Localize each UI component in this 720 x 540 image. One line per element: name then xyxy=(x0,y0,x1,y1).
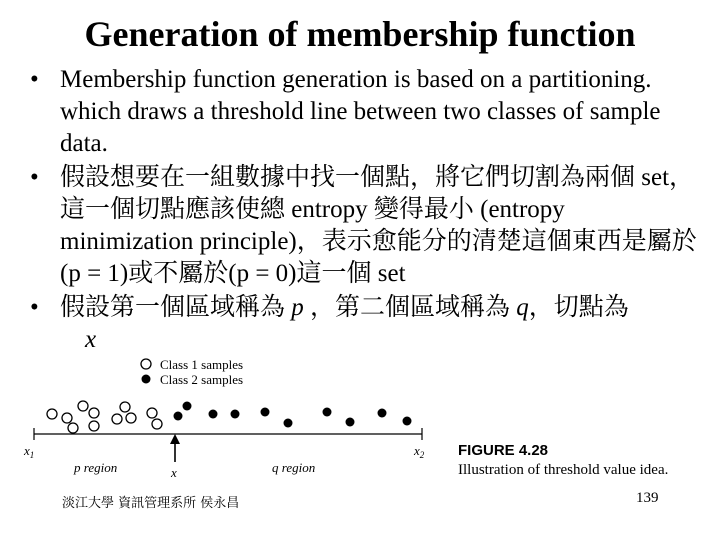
class2-sample xyxy=(209,410,218,419)
class1-sample xyxy=(68,423,78,433)
class1-sample xyxy=(120,402,130,412)
class1-sample xyxy=(62,413,72,423)
class1-samples xyxy=(47,401,162,433)
figure-caption: Illustration of threshold value idea. xyxy=(458,462,669,478)
figure-title: FIGURE 4.28 xyxy=(458,442,549,459)
class2-sample xyxy=(183,402,192,411)
threshold-arrow-head-icon xyxy=(170,434,180,444)
class1-sample xyxy=(147,408,157,418)
bullet-2-text: 假設想要在一組數據中找一個點，將它們切割為兩個 set，這一個切點應該使總 entropy 變得最小 (entropy minimization principle)，表示愈能分的清楚這個東西是屬於(p = 1)或不屬於(p = 0)這一個 set xyxy=(60,164,697,287)
threshold-figure xyxy=(22,354,712,494)
class2-sample xyxy=(284,419,293,428)
x2-label: $x_2$ xyxy=(414,443,425,460)
footer-affiliation: 淡江大學 資訊管理系所 侯永昌 xyxy=(62,496,240,511)
threshold-x-label: x xyxy=(171,465,177,480)
class2-sample xyxy=(403,417,412,426)
legend-class1-label: Class 1 samples xyxy=(160,357,244,372)
slide-title: Generation of membership function xyxy=(84,14,636,54)
bullet-3-post: ，切點為 xyxy=(528,294,629,321)
bullet-3-mid: ，第二個區域稱為 xyxy=(303,294,517,321)
bullet-3 xyxy=(30,292,700,356)
class1-sample xyxy=(89,408,99,418)
class2-sample xyxy=(261,408,270,417)
bullet-3-p: p xyxy=(291,294,304,321)
class1-sample xyxy=(126,413,136,423)
class1-sample xyxy=(152,419,162,429)
legend-class2-marker xyxy=(142,375,151,384)
q-region-label: q region xyxy=(272,460,316,475)
class2-samples xyxy=(174,402,412,428)
class1-sample xyxy=(89,421,99,431)
class2-sample xyxy=(378,409,387,418)
class1-sample xyxy=(78,401,88,411)
x1-label: $x_1$ xyxy=(24,443,35,460)
class1-sample xyxy=(47,409,57,419)
p-region-label: p region xyxy=(74,460,118,475)
bullet-3-x: x xyxy=(85,326,97,353)
bullet-3-pre: 假設第一個區域稱為 xyxy=(60,294,292,321)
class2-sample xyxy=(346,418,355,427)
bullet-dot-icon: • xyxy=(30,66,39,93)
bullet-1 xyxy=(30,64,700,160)
class2-sample xyxy=(231,410,240,419)
bullet-list xyxy=(30,64,700,358)
class1-sample xyxy=(112,414,122,424)
page-number: 139 xyxy=(636,490,659,506)
legend-class1-marker xyxy=(141,359,151,369)
bullet-dot-icon: • xyxy=(30,294,39,321)
class2-sample xyxy=(174,412,183,421)
bullet-2 xyxy=(30,162,700,290)
class2-sample xyxy=(323,408,332,417)
bullet-3-q: q xyxy=(516,294,529,321)
bullet-1-text: Membership function generation is based on a partitioning. which draws a threshold line between two classes of sample data. xyxy=(60,66,661,157)
bullet-dot-icon: • xyxy=(30,164,39,191)
legend-class2-label: Class 2 samples xyxy=(160,372,244,387)
